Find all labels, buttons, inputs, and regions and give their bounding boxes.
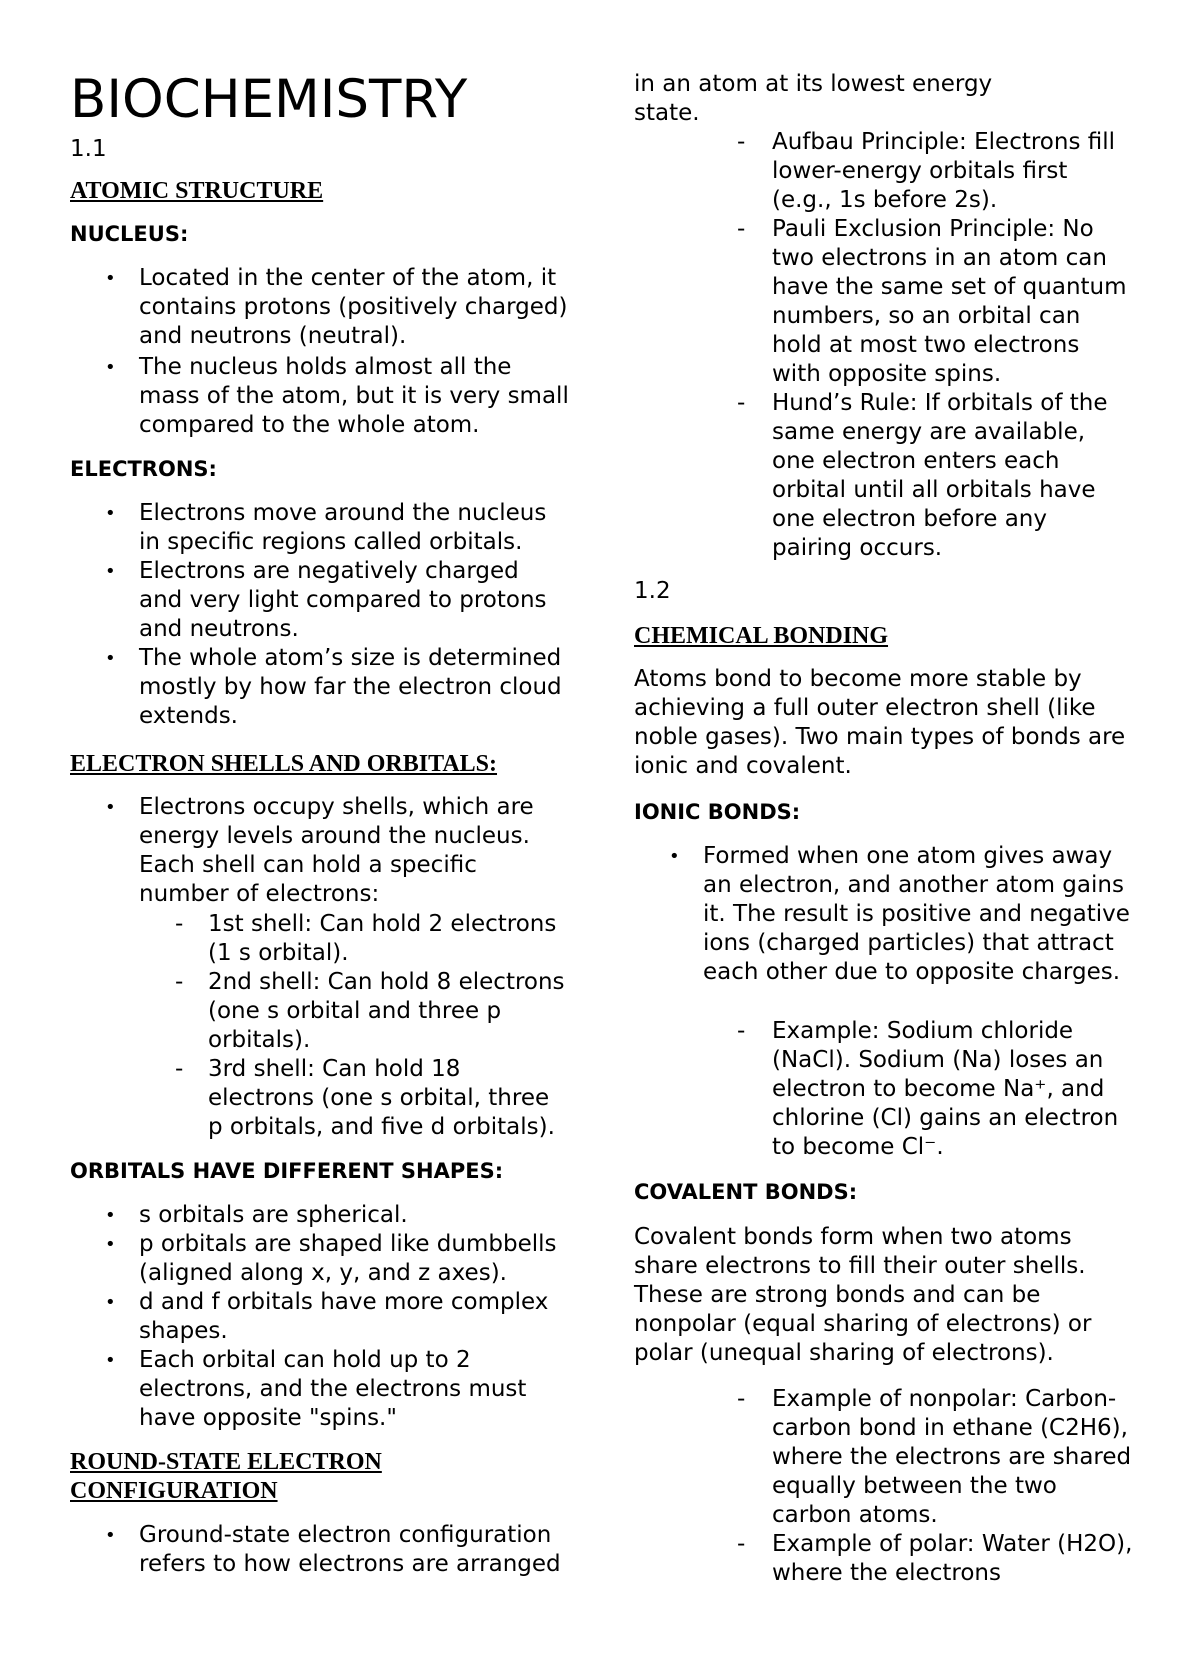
bullet-mark: •: [105, 561, 116, 582]
section-heading-ground-state-line1: ROUND-STATE ELECTRON: [70, 1449, 382, 1475]
bullet-mark: •: [105, 1234, 116, 1255]
sub-list-item-text: 2nd shell: Can hold 8 electrons (one s orbital and three p orbitals).: [208, 969, 565, 1053]
list-item-text: Electrons are negatively charged and very light compared to protons and neutrons.: [139, 558, 547, 642]
sub-list-item-text: Example of nonpolar: Carbon-carbon bond in ethane (C2H6), where the electrons are shared equally between the two carbon atoms.: [772, 1386, 1132, 1528]
section-heading-chemical-bonding: CHEMICAL BONDING: [634, 623, 889, 649]
list-item-text: in an atom at its lowest energy state.: [634, 71, 993, 126]
list-item-text: Electrons occupy shells, which are energy levels around the nucleus. Each shell can hold a specific number of electrons:: [139, 794, 534, 907]
subheading-nucleus: NUCLEUS:: [70, 222, 189, 246]
bullet-mark: •: [105, 1205, 116, 1226]
list-item-text: Located in the center of the atom, it contains protons (positively charged) and neutrons (neutral).: [139, 265, 568, 349]
sub-list-item-text: Hund’s Rule: If orbitals of the same energy are available, one electron enters each orbital until all orbitals have one electron before any pairing occurs.: [772, 390, 1108, 561]
bullet-mark: •: [105, 503, 116, 524]
bullet-mark: •: [105, 1292, 116, 1313]
subheading-covalent-bonds: COVALENT BONDS:: [634, 1180, 858, 1204]
document-title: BIOCHEMISTRY: [70, 69, 468, 130]
sub-list-item-text: Example of polar: Water (H2O), where the electrons: [772, 1531, 1133, 1586]
bullet-mark: •: [105, 1350, 116, 1371]
list-item-text: The nucleus holds almost all the mass of the atom, but it is very small compared to the whole atom.: [139, 354, 569, 438]
list-item-text: p orbitals are shaped like dumbbells (aligned along x, y, and z axes).: [139, 1231, 557, 1286]
subheading-ionic-bonds: IONIC BONDS:: [634, 800, 801, 824]
list-item-text: Electrons move around the nucleus in specific regions called orbitals.: [139, 500, 547, 555]
sub-list-item-text: Aufbau Principle: Electrons fill lower-energy orbitals first (e.g., 1s before 2s).: [772, 129, 1116, 213]
bullet-mark: •: [105, 797, 116, 818]
bullet-mark: •: [669, 846, 680, 867]
section-heading-electron-shells: ELECTRON SHELLS AND ORBITALS:: [70, 751, 498, 777]
section-heading-ground-state-line2: CONFIGURATION: [70, 1478, 278, 1504]
sub-list-item-text: 1st shell: Can hold 2 electrons (1 s orbital).: [208, 911, 557, 966]
list-item-text: The whole atom’s size is determined mostly by how far the electron cloud extends.: [139, 645, 562, 729]
dash-mark: -: [737, 1018, 746, 1044]
list-item-text: Formed when one atom gives away an electron, and another atom gains it. The result is positive and negative ions (charged particles) that attract each other due to opposite charges.: [703, 843, 1130, 985]
dash-mark: -: [737, 216, 746, 242]
list-item-text: Ground-state electron configuration refers to how electrons are arranged: [139, 1522, 561, 1577]
bullet-mark: •: [105, 1525, 116, 1546]
bullet-mark: •: [105, 357, 116, 378]
sub-list-item-text: Pauli Exclusion Principle: No two electrons in an atom can have the same set of quantum numbers, so an orbital can hold at most two electrons with opposite spins.: [772, 216, 1127, 387]
bullet-mark: •: [105, 268, 116, 289]
paragraph-bonding-intro: Atoms bond to become more stable by achieving a full outer electron shell (like noble gases). Two main types of bonds are ionic and covalent.: [634, 666, 1126, 779]
dash-mark: -: [175, 911, 184, 937]
section-number: 1.2: [634, 578, 671, 604]
dash-mark: -: [737, 1531, 746, 1557]
dash-mark: -: [737, 390, 746, 416]
dash-mark: -: [737, 1386, 746, 1412]
dash-mark: -: [175, 1056, 184, 1082]
section-number: 1.1: [70, 136, 107, 162]
dash-mark: -: [175, 969, 184, 995]
bullet-mark: •: [105, 648, 116, 669]
subheading-orbital-shapes: ORBITALS HAVE DIFFERENT SHAPES:: [70, 1159, 504, 1183]
sub-list-item-text: Example: Sodium chloride (NaCl). Sodium (Na) loses an electron to become Na⁺, and chlorine (Cl) gains an electron to become Cl⁻.: [772, 1018, 1119, 1160]
paragraph-covalent-intro: Covalent bonds form when two atoms share electrons to fill their outer shells. These are strong bonds and can be nonpolar (equal sharing of electrons) or polar (unequal sharing of electrons).: [634, 1224, 1092, 1366]
list-item-text: d and f orbitals have more complex shapes.: [139, 1289, 549, 1344]
section-heading-atomic-structure: ATOMIC STRUCTURE: [70, 178, 324, 204]
sub-list-item-text: 3rd shell: Can hold 18 electrons (one s orbital, three p orbitals, and five d orbitals).: [208, 1056, 555, 1140]
list-item-text: s orbitals are spherical.: [139, 1202, 408, 1228]
list-item-text: Each orbital can hold up to 2 electrons, and the electrons must have opposite "spins.": [139, 1347, 527, 1431]
subheading-electrons: ELECTRONS:: [70, 457, 217, 481]
dash-mark: -: [737, 129, 746, 155]
